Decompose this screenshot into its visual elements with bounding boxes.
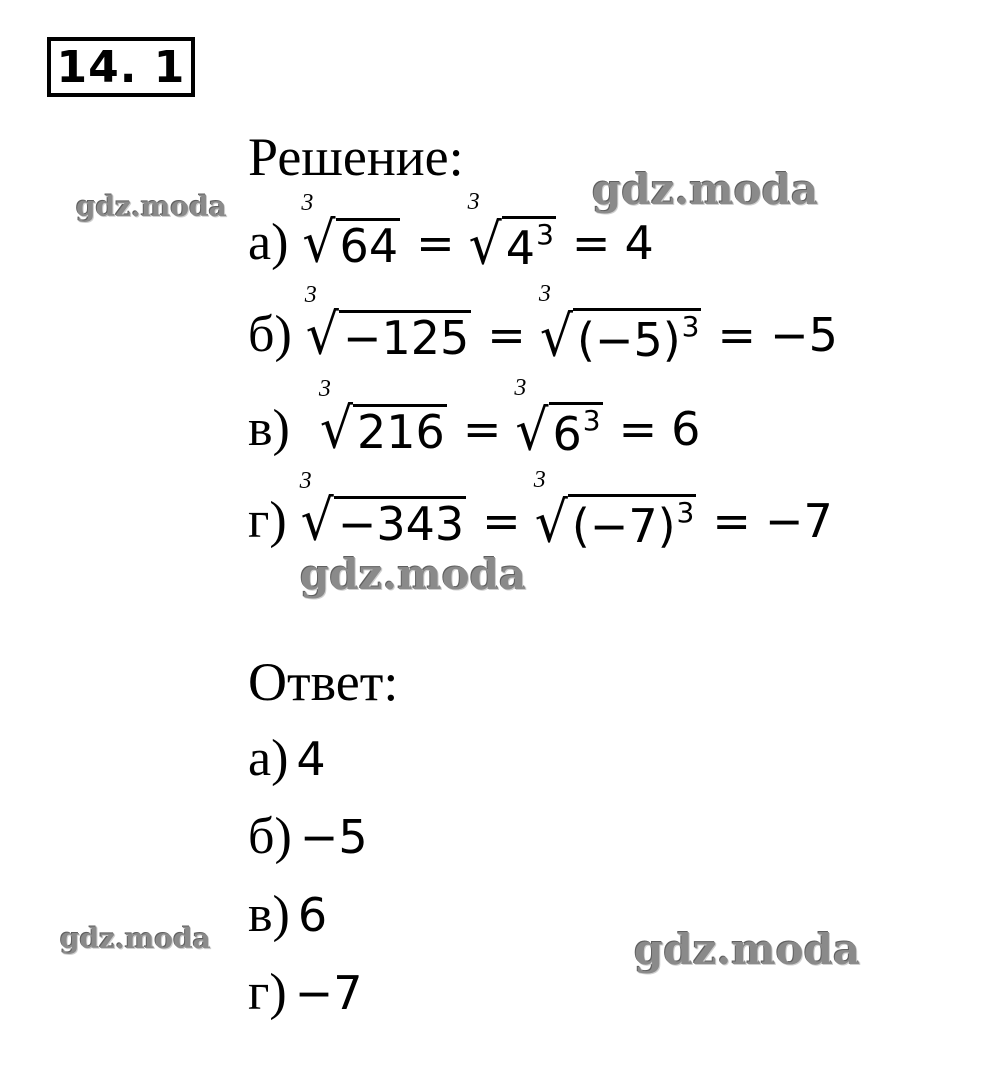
- radicand-base: 4: [505, 220, 536, 275]
- root-index: 3: [299, 468, 312, 494]
- watermark: gdz.moda: [60, 922, 211, 955]
- equals-sign: =: [712, 494, 751, 548]
- result: 4: [624, 216, 654, 270]
- root-index: 3: [301, 190, 314, 216]
- cube-root: 3 √ 64: [301, 190, 399, 276]
- watermark: gdz.moda: [592, 165, 819, 214]
- item-label: в): [248, 400, 290, 457]
- item-label: г): [248, 492, 287, 549]
- solution-line-d: [248, 466, 833, 556]
- solution-heading: Решение:: [248, 127, 464, 187]
- exponent: 3: [536, 217, 554, 251]
- cube-root: 3 √ $(-7)^3$: [533, 466, 695, 555]
- exponent: 3: [582, 403, 601, 437]
- cube-root: 3 √ $(-5)^3$: [538, 280, 700, 369]
- radicand-base: 6: [552, 406, 582, 461]
- item-label: в): [248, 886, 290, 943]
- solution-line-b: [248, 280, 838, 370]
- item-label: б): [248, 306, 292, 363]
- answer-value: −7: [294, 966, 363, 1020]
- watermark: gdz.moda: [634, 925, 861, 974]
- item-label: а): [248, 730, 289, 787]
- cube-root: 3 √ −343: [299, 468, 465, 554]
- result: 6: [671, 402, 701, 456]
- radicand-base: (−7): [571, 498, 676, 553]
- task-number: 14. 1: [47, 37, 195, 97]
- item-label: а): [248, 214, 289, 271]
- answer-line-d: [248, 958, 362, 1028]
- result: −7: [764, 494, 833, 548]
- radicand-base: (−5): [576, 312, 681, 367]
- equals-sign: =: [482, 494, 521, 548]
- answer-value: 4: [296, 732, 326, 786]
- root-index: 3: [514, 374, 527, 401]
- root-index: 3: [538, 280, 551, 307]
- cube-root: 3 √ 216: [318, 376, 445, 462]
- exponent: 3: [676, 495, 695, 529]
- equals-sign: =: [618, 402, 658, 456]
- answer-line-b: [248, 802, 368, 872]
- radicand: −125: [339, 310, 471, 361]
- equals-sign: =: [571, 216, 611, 270]
- watermark: gdz.moda: [76, 190, 227, 223]
- answer-heading: Ответ:: [248, 652, 399, 712]
- answer-value: −5: [299, 810, 368, 864]
- root-index: 3: [467, 188, 480, 215]
- root-index: 3: [318, 376, 331, 402]
- cube-root: 3 √ −125: [304, 282, 470, 368]
- result: −5: [770, 308, 838, 362]
- equals-sign: =: [717, 308, 757, 362]
- equals-sign: =: [487, 308, 526, 362]
- watermark: gdz.moda: [300, 550, 527, 599]
- root-index: 3: [304, 282, 317, 308]
- item-label: б): [248, 808, 292, 865]
- solution-line-a: [248, 188, 654, 278]
- equals-sign: =: [416, 216, 455, 270]
- radicand: 64: [336, 218, 401, 269]
- root-index: 3: [533, 466, 546, 493]
- radicand: −343: [334, 496, 466, 547]
- answer-value: 6: [297, 888, 328, 942]
- answer-line-a: [248, 724, 326, 794]
- radicand: 216: [353, 404, 447, 455]
- answer-line-c: [248, 880, 327, 950]
- cube-root: 3 √ $4^3$: [467, 188, 554, 277]
- exponent: 3: [681, 309, 700, 343]
- solution-line-c: [248, 374, 701, 464]
- item-label: г): [248, 964, 287, 1021]
- equals-sign: =: [462, 402, 502, 456]
- cube-root: 3 √ $6^3$: [514, 374, 601, 463]
